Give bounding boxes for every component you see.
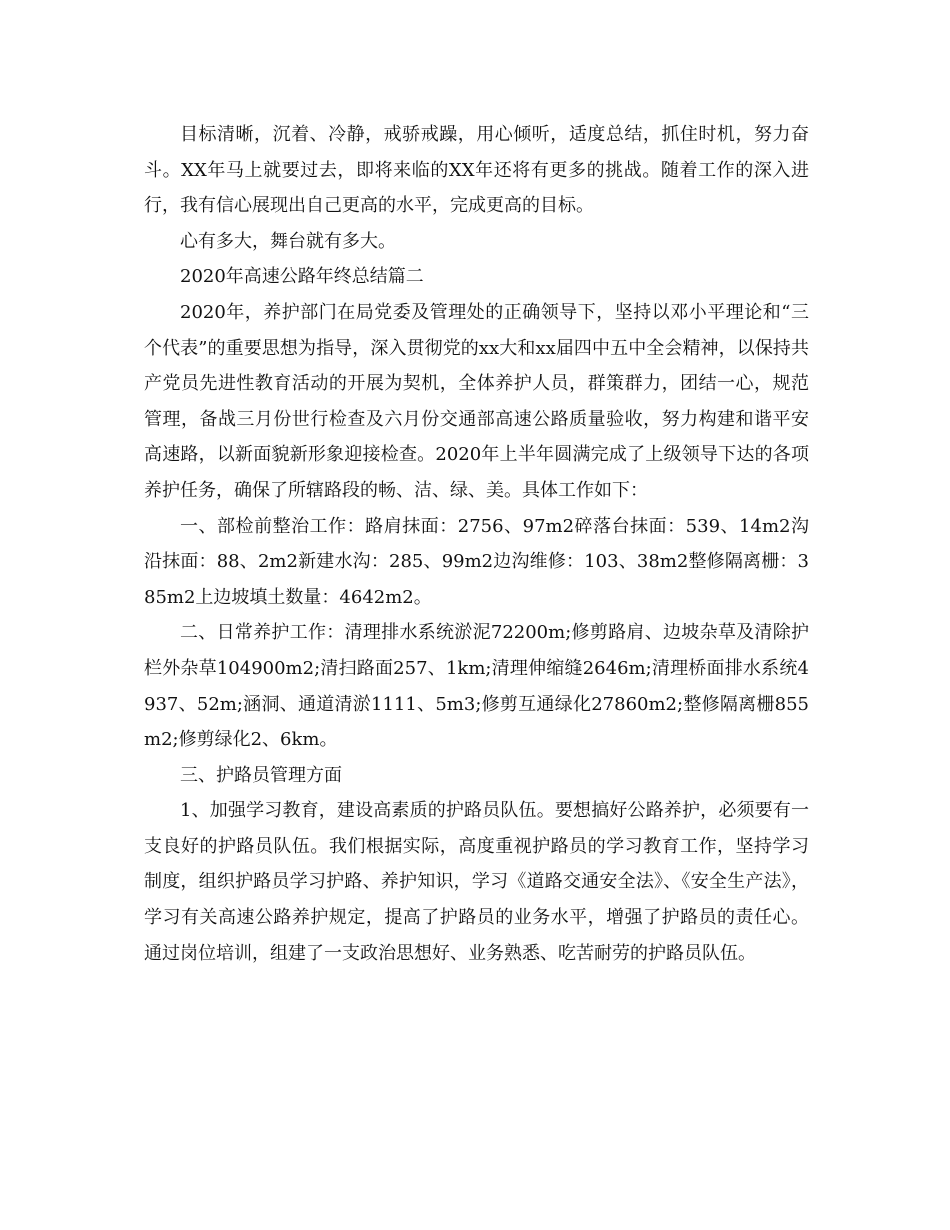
section-heading-road-guard-management: 三、护路员管理方面 xyxy=(180,764,342,786)
paragraph-pre-inspection-work: 一、部检前整治工作：路肩抹面：2756、97m2碎落台抹面：539、14m2沟沿抹面：88、2m2新建水沟：285、99m2边沟维修：103、38m2整修隔离栅：385m2上边坡填土数量：4642m2。 xyxy=(144,515,809,608)
paragraph-training: 1、加强学习教育，建设高素质的护路员队伍。要想搞好公路养护，必须要有一支良好的护路员队伍。我们根据实际，高度重视护路员的学习教育工作，坚持学习制度，组织护路员学习护路、养护知识，学习《道路交通安全法》、《安全生产法》，学习有关高速公路养护规定，提高了护路员的业务水平，增强了护路员的责任心。通过岗位培训，组建了一支政治思想好、业务熟悉、吃苦耐劳的护路员队伍。 xyxy=(144,800,809,964)
paragraph-motto: 心有多大，舞台就有多大。 xyxy=(180,230,396,252)
paragraph-daily-maintenance: 二、日常养护工作：清理排水系统淤泥72200m;修剪路肩、边坡杂草及清除护栏外杂草104900m2;清扫路面257、1km;清理伸缩缝2646m;清理桥面排水系统4937、52m;涵洞、通道清淤1111、5m3;修剪互通绿化27860m2;整修隔离栅855m2;修剪绿化2、6km。 xyxy=(144,622,809,751)
document-body xyxy=(144,117,809,971)
paragraph-closing-remarks: 目标清晰，沉着、冷静，戒骄戒躁，用心倾听，适度总结，抓住时机，努力奋斗。XX年马上就要过去，即将来临的XX年还将有更多的挑战。随着工作的深入进行，我有信心展现出自己更高的水平，完成更高的目标。 xyxy=(144,124,809,217)
paragraph-overview: 2020年，养护部门在局党委及管理处的正确领导下，坚持以邓小平理论和“三个代表”的重要思想为指导，深入贯彻党的xx大和xx届四中五中全会精神，以保持共产党员先进性教育活动的开展为契机，全体养护人员，群策群力，团结一心，规范管理，备战三月份世行检查及六月份交通部高速公路质量验收，努力构建和谐平安高速路，以新面貌新形象迎接检查。2020年上半年圆满完成了上级领导下达的各项养护任务，确保了所辖路段的畅、洁、绿、美。具体工作如下： xyxy=(144,301,809,501)
section-title: 2020年高速公路年终总结篇二 xyxy=(180,266,424,288)
